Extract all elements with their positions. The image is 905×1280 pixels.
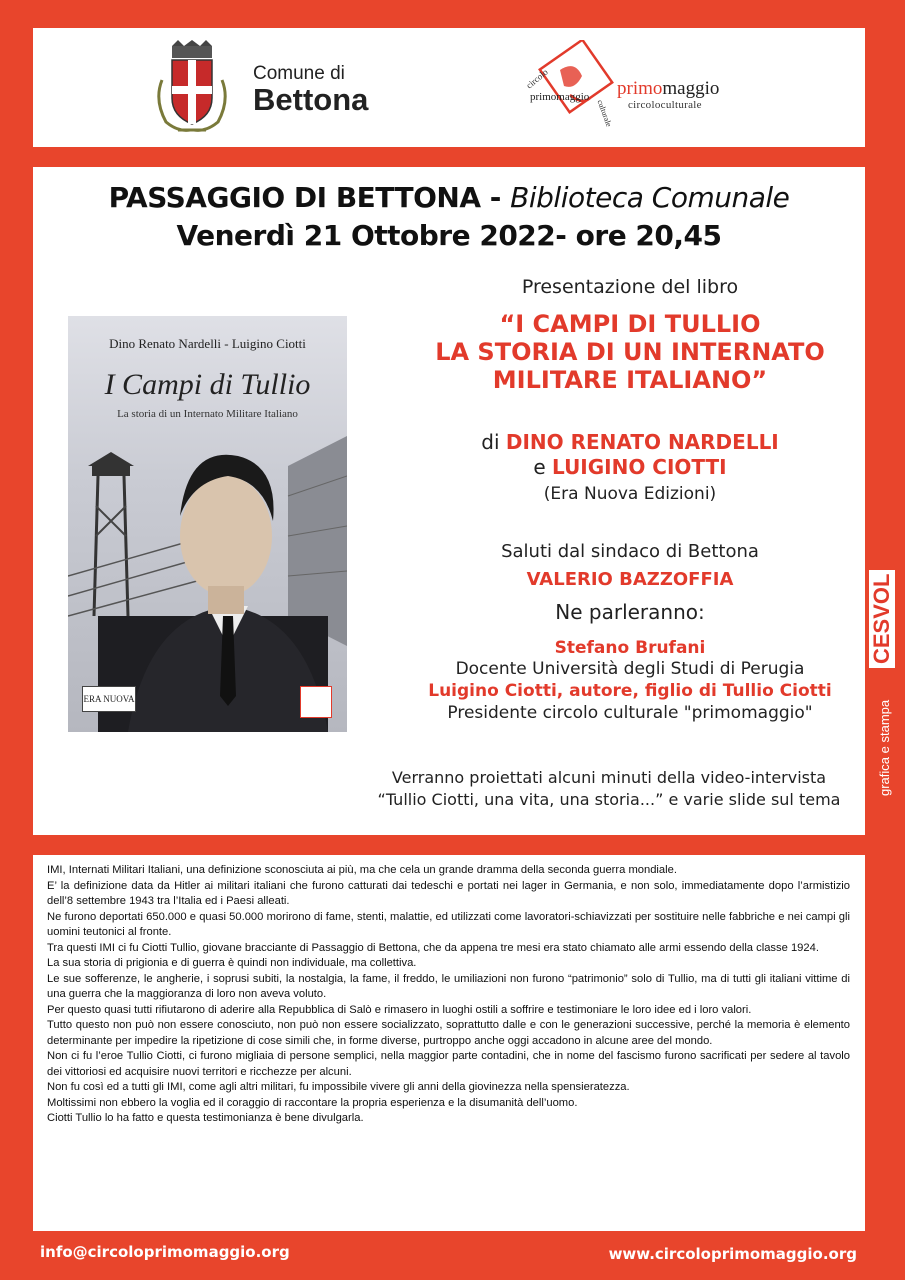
- circolo-name: primomaggio: [617, 78, 720, 99]
- speakers-intro: Ne parleranno:: [555, 600, 705, 624]
- circolo-subtitle: circoloculturale: [628, 99, 702, 111]
- description-paragraph: Moltissimi non ebbero la voglia ed il coraggio di raccontare la propria esperienza e la disumanità dell’uomo.: [47, 1096, 578, 1109]
- description-paragraph: Ne furono deportati 650.000 e quasi 50.000 morirono di fame, stenti, malattie, ed utilizzati come lavoratori-schiavizzati per sostituire nelle fabbriche e nei campi gli uomini teutonici al fronte.: [47, 910, 850, 938]
- book-title: “I CAMPI DI TULLIO LA STORIA DI UN INTERNATO MILITARE ITALIANO”: [435, 310, 825, 394]
- event-location: PASSAGGIO DI BETTONA - Biblioteca Comunale: [108, 181, 790, 214]
- description-paragraph: IMI, Internati Militari Italiani, una definizione sconosciuta ai più, ma che cela un grande dramma della seconda guerra mondiale.: [47, 864, 677, 876]
- svg-text:culturale: culturale: [595, 98, 614, 128]
- description-paragraph: Per questo quasi tutti rifiutarono di aderire alla Repubblica di Salò e rimasero in luoghi ostili a soffrire e testimoniare le loro idee ed i loro valori.: [47, 1003, 752, 1016]
- speaker2-name: Luigino Ciotti, autore, figlio di Tullio Ciotti: [428, 681, 832, 701]
- circolo-mini-logo: [300, 686, 332, 718]
- description-paragraph: Non fu così ed a tutti gli IMI, come agli altri militari, fu impossibile vivere gli anni della giovinezza nella spensieratezza.: [47, 1081, 630, 1093]
- book-cover-authors: Dino Renato Nardelli - Luigino Ciotti: [109, 336, 306, 351]
- book-cover: [68, 316, 347, 732]
- book-cover-subtitle: La storia di un Internato Militare Italiano: [117, 408, 298, 420]
- presentation-label: Presentazione del libro: [521, 276, 739, 298]
- greetings: Saluti dal sindaco di Bettona: [501, 541, 759, 562]
- description-paragraph: Non ci fu l’eroe Tullio Ciotti, ci furono migliaia di persone semplici, nella maggior parte contadini, che in nome del fascismo furono sacrificati per sedere al tavolo dei vittoriosi ed acquisire nuovi territori e ricchezze per alcuni.: [47, 1050, 850, 1078]
- svg-text:primomaggio: primomaggio: [530, 91, 590, 103]
- description-text: [47, 863, 850, 1127]
- speaker2-role: Presidente circolo culturale "primomaggio": [447, 703, 813, 723]
- bettona-crest-icon: [152, 40, 232, 136]
- description-paragraph: Ciotti Tullio lo ha fatto e questa testimonianza è bene divulgarla.: [47, 1112, 364, 1124]
- primomaggio-logo-icon: [520, 40, 620, 136]
- description-paragraph: Tutto questo non può non essere conosciuto, non può non essere socializzato, soprattutto dalle e con le generazioni successive, perché la memoria è elemento determinante per impedire la ripetizione di cose simili che, in forme diverse, purtroppo anche oggi accadono in alcune aree del mondo.: [47, 1019, 850, 1047]
- website-link[interactable]: www.circoloprimomaggio.org: [608, 1245, 857, 1263]
- svg-text:circolo: circolo: [524, 66, 550, 91]
- description-paragraph: Le sue sofferenze, le angherie, i soprusi subiti, la nostalgia, la fame, il freddo, le umiliazioni non furono “patrimonio” solo di Tullio, ma di tutti gli italiani vittime di una guerra che la maggioranza di loro non aveva voluto.: [47, 972, 850, 1000]
- event-date: Venerdì 21 Ottobre 2022- ore 20,45: [176, 219, 722, 252]
- contact-email[interactable]: info@circoloprimomaggio.org: [40, 1243, 290, 1261]
- publisher: (Era Nuova Edizioni): [543, 484, 717, 504]
- mayor-name: VALERIO BAZZOFFIA: [526, 569, 734, 590]
- book-cover-photo: [68, 316, 347, 732]
- speaker1-role: Docente Università degli Studi di Perugia: [455, 659, 805, 679]
- publisher-logo: ERA NUOVA: [82, 686, 136, 712]
- book-cover-title: I Campi di Tullio: [104, 368, 311, 401]
- video-note: Verranno proiettati alcuni minuti della video-intervista “Tullio Ciotti, una vita, una storia...” e varie slide sul tema: [377, 768, 841, 809]
- comune-name: Bettona: [253, 82, 369, 117]
- description-paragraph: Tra questi IMI ci fu Ciotti Tullio, giovane bracciante di Passaggio di Bettona, che da appena tre mesi era stato chiamato alle armi essendo della classe 1924.: [47, 941, 819, 954]
- description-paragraph: E’ la definizione data da Hitler ai militari italiani che furono catturati dai tedeschi e portati nei lager in Germania, e non solo, immediatamente dopo l’armistizio dell’8 settembre 1943 tra l’Italia ed i Paesi alleati.: [47, 879, 850, 907]
- print-credit: grafica e stampa: [877, 699, 892, 796]
- book-authors: di DINO RENATO NARDELLI e LUIGINO CIOTTI: [481, 430, 779, 479]
- description-paragraph: La sua storia di prigionia e di guerra è quindi non individuale, ma collettiva.: [47, 957, 417, 969]
- cesvol-logo: CESVOL: [869, 570, 895, 668]
- speaker1-name: Stefano Brufani: [554, 638, 706, 658]
- comune-label: Comune di: [253, 63, 345, 84]
